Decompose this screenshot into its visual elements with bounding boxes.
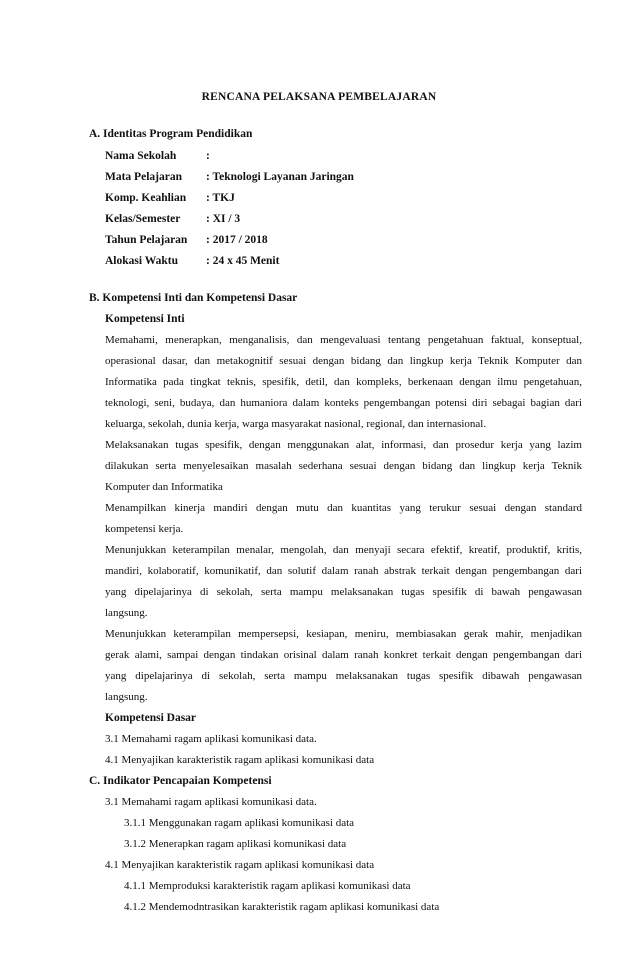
identity-key: Alokasi Waktu [105, 255, 178, 267]
identity-value: : XI / 3 [206, 213, 241, 225]
ki-text-line: teknologi, seni, budaya, dan humaniora dalam konteks pengembangan potensi diri sebagai bagian dari [105, 397, 582, 409]
ki-text-line: yang dipelajarinya di sekolah, serta mampu melaksanakan tugas spesifik dibawah pengawasan [105, 670, 582, 682]
identity-key: Mata Pelajaran [105, 171, 182, 183]
ki-text-line: Menunjukkan keterampilan menalar, mengolah, dan menyaji secara efektif, kreatif, produktif, kritis, [105, 544, 582, 556]
ki-text-line: Menunjukkan keterampilan mempersepsi, kesiapan, meniru, membiasakan gerak mahir, menjadikan [105, 628, 582, 640]
ki-text-line: kompetensi kerja. [105, 523, 184, 535]
kd-item: 3.1 Memahami ragam aplikasi komunikasi data. [105, 733, 317, 745]
identity-key: Tahun Pelajaran [105, 234, 188, 246]
identity-row [105, 150, 210, 162]
indicator-subitem: 4.1.1 Memproduksi karakteristik ragam aplikasi komunikasi data [124, 880, 411, 892]
kd-item: 4.1 Menyajikan karakteristik ragam aplikasi komunikasi data [105, 754, 375, 766]
identity-value: : TKJ [206, 192, 235, 204]
ki-text-line: Melaksanakan tugas spesifik, dengan menggunakan alat, informasi, dan prosedur kerja yang lazim [105, 439, 582, 451]
ki-text-line: Komputer dan Informatika [105, 481, 223, 493]
indicator-item: 3.1 Memahami ragam aplikasi komunikasi data. [105, 796, 317, 808]
ki-text-line: operasional dasar, dan metakognitif sesuai dengan bidang dan lingkup kerja Teknik Komputer dan [105, 355, 582, 367]
ki-text-line: langsung. [105, 691, 148, 703]
identity-value: : Teknologi Layanan Jaringan [206, 171, 354, 183]
identity-value: : 2017 / 2018 [206, 234, 268, 246]
identity-row [105, 192, 235, 204]
ki-text-line: langsung. [105, 607, 148, 619]
ki-heading: Kompetensi Inti [105, 313, 185, 325]
section-c-heading: C. Indikator Pencapaian Kompetensi [89, 775, 272, 787]
ki-text-line: Memahami, menerapkan, menganalisis, dan mengevaluasi tentang pengetahuan faktual, konseptual, [105, 334, 582, 346]
identity-row [105, 171, 354, 183]
ki-text-line: dilakukan serta menyelesaikan masalah sederhana sesuai dengan bidang dan lingkup kerja Teknik [105, 460, 582, 472]
ki-text-line: yang dipelajarinya di sekolah, serta mampu melaksanakan tugas spesifik di bawah pengawasan [105, 586, 582, 598]
indicator-subitem: 3.1.1 Menggunakan ragam aplikasi komunikasi data [124, 817, 355, 829]
identity-row [105, 234, 268, 246]
indicator-item: 4.1 Menyajikan karakteristik ragam aplikasi komunikasi data [105, 859, 375, 871]
indicator-subitem: 4.1.2 Mendemodntrasikan karakteristik ragam aplikasi komunikasi data [124, 901, 440, 913]
kd-heading: Kompetensi Dasar [105, 712, 197, 724]
indicator-subitem: 3.1.2 Menerapkan ragam aplikasi komunikasi data [124, 838, 347, 850]
ki-text-line: Informatika pada tingkat teknis, spesifik, detil, dan kompleks, berkenaan dengan ilmu pengetahuan, [105, 376, 582, 388]
page-title: RENCANA PELAKSANA PEMBELAJARAN [201, 91, 437, 103]
identity-row [105, 213, 240, 225]
identity-value: : [206, 150, 210, 162]
ki-text-line: keluarga, sekolah, dunia kerja, warga masyarakat nasional, regional, dan internasional. [105, 418, 487, 430]
identity-row [105, 255, 279, 267]
identity-key: Nama Sekolah [105, 150, 177, 162]
ki-text-line: mandiri, kolaboratif, komunikatif, dan solutif dalam ranah abstrak terkait dengan pengembangan dari [105, 565, 582, 577]
identity-value: : 24 x 45 Menit [206, 255, 280, 267]
ki-text-line: gerak alami, sampai dengan tindakan orisinal dalam ranah konkret terkait dengan pengembangan dari [105, 649, 582, 661]
section-a-heading: A. Identitas Program Pendidikan [89, 128, 253, 140]
identity-key: Kelas/Semester [105, 213, 181, 225]
ki-text-line: Menampilkan kinerja mandiri dengan mutu dan kuantitas yang terukur sesuai dengan standard [105, 502, 582, 514]
identity-key: Komp. Keahlian [105, 192, 187, 204]
section-b-heading: B. Kompetensi Inti dan Kompetensi Dasar [89, 292, 298, 304]
